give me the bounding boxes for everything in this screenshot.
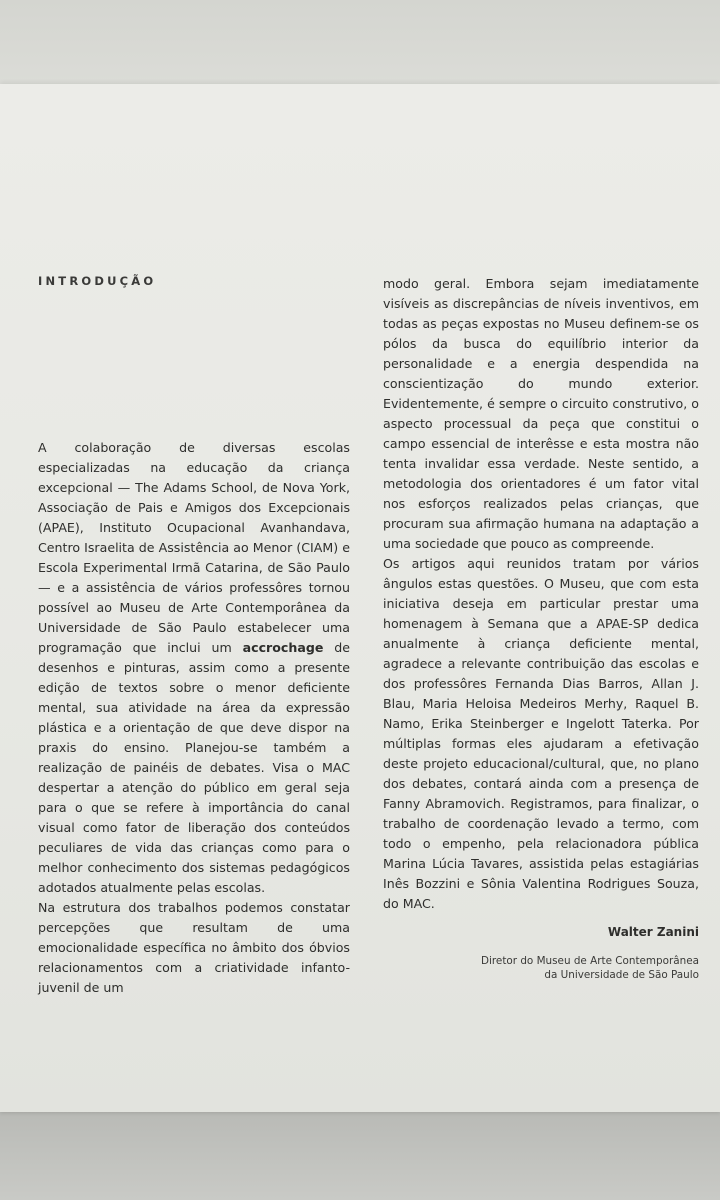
background-bottom [0, 1112, 720, 1200]
background-top [0, 0, 720, 96]
signatory-role [383, 954, 699, 982]
section-heading: INTRODUÇÃO [38, 274, 157, 288]
role-line-2: da Universidade de São Paulo [544, 969, 699, 981]
paragraph-2: Na estrutura dos trabalhos podemos constatar percepções que resultam de uma emocionalidade específica no âmbito dos óbvios relacionamentos com a criatividade infanto-juvenil de um [38, 900, 350, 995]
paragraph-1 [38, 438, 350, 898]
paragraph-4: Os artigos aqui reunidos tratam por vários ângulos estas questões. O Museu, que com esta iniciativa deseja em particular prestar uma homenagem à Semana que a APAE-SP dedica anualmente à criança deficiente mental, agradece a relevante contribuição das escolas e dos professôres Fernanda Dias Barros, Allan J. Blau, Maria Heloisa Medeiros Merhy, Raquel B. Namo, Erika Steinberger e Ingelott Taterka. Por múltiplas formas eles ajudaram a efetivação deste projeto educacional/cultural, que, no plano dos debates, contará ainda com a presença de Fanny Abramovich. Registramos, para finalizar, o trabalho de coordenação levado a termo, com todo o empenho, pela relacionadora pública Marina Lúcia Tavares, assistida pelas estagiárias Inês Bozzini e Sônia Valentina Rodrigues Souza, do MAC. [383, 556, 699, 911]
paragraph-1-part-b: de desenhos e pinturas, assim como a presente edição de textos sobre o menor deficiente mental, sua atividade na área da expressão plástica e a orientação de que deve dispor na praxis do ensino. Planejou-se também a realização de painéis de debates. Visa o MAC despertar a atenção do público em geral seja para o que se refere à importância do canal visual como fator de liberação dos conteúdos peculiares de vida das crianças como para o melhor conhecimento dos sistemas pedagógicos adotados atualmente pelas escolas. [38, 640, 350, 895]
right-column [383, 274, 699, 982]
left-column [38, 438, 350, 998]
paragraph-3: modo geral. Embora sejam imediatamente visíveis as discrepâncias de níveis inventivos, em todas as peças expostas no Museu definem-se os pólos da busca do equilíbrio interior da personalidade e a energia despendida na conscientização do mundo exterior. Evidentemente, é sempre o circuito construtivo, o aspecto processual da peça que constitui o campo essencial de interêsse e esta mostra não tenta invalidar essa verdade. Neste sentido, a metodologia dos orientadores é um fator vital nos esforços realizados pelas crianças, que procuram sua afirmação humana na adaptação a uma sociedade que pouco as compreende. [383, 276, 699, 551]
paragraph-1-part-a: A colaboração de diversas escolas especializadas na educação da criança excepcional — The Adams School, de Nova York, Associação de Pais e Amigos dos Excepcionais (APAE), Instituto Ocupacional Avanhandava, Centro Israelita de Assistência ao Menor (CIAM) e Escola Experimental Irmã Catarina, de São Paulo — e a assistência de vários professôres tornou possível ao Museu de Arte Contemporânea da Universidade de São Paulo estabelecer uma programação que inclui um [38, 440, 350, 655]
signature: Walter Zanini [607, 925, 699, 939]
accrochage-term: accrochage [242, 640, 324, 655]
role-line-1: Diretor do Museu de Arte Contemporânea [481, 955, 699, 967]
